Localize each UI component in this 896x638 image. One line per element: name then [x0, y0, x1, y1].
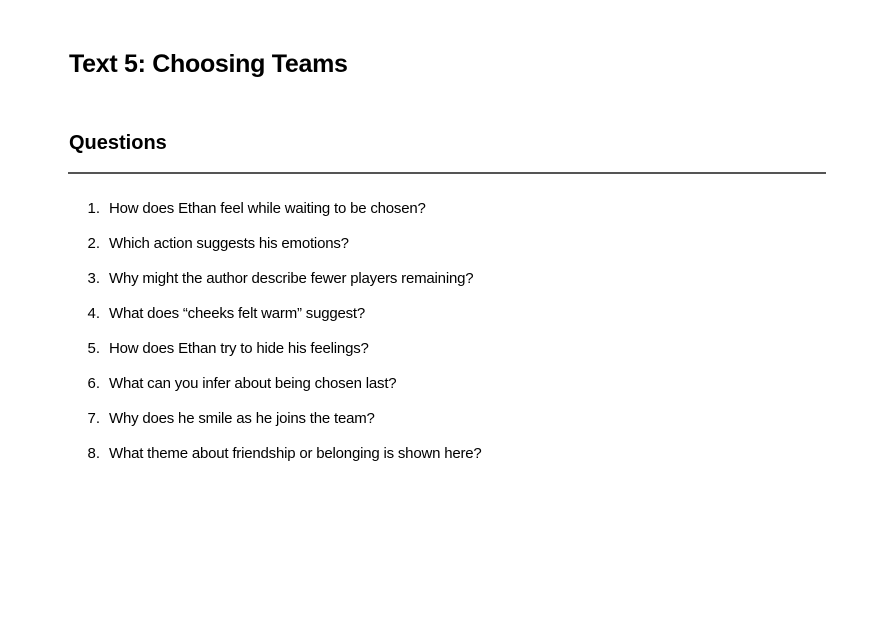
question-number: 6.: [87, 375, 100, 392]
question-number: 5.: [87, 340, 100, 357]
question-number: 3.: [87, 270, 100, 287]
question-text: What theme about friendship or belonging is shown here?: [109, 445, 482, 462]
section-divider: [68, 172, 826, 174]
page-title: Text 5: Choosing Teams: [69, 50, 348, 78]
question-text: What can you infer about being chosen last?: [109, 375, 397, 392]
question-number: 2.: [87, 235, 100, 252]
question-number: 4.: [87, 305, 100, 322]
question-text: Which action suggests his emotions?: [109, 235, 349, 252]
section-heading-questions: Questions: [69, 132, 167, 154]
question-number: 7.: [87, 410, 100, 427]
question-number: 8.: [87, 445, 100, 462]
question-text: What does “cheeks felt warm” suggest?: [109, 305, 366, 322]
question-text: Why does he smile as he joins the team?: [109, 410, 375, 427]
question-number: 1.: [87, 200, 100, 217]
question-text: Why might the author describe fewer players remaining?: [109, 270, 474, 287]
question-text: How does Ethan try to hide his feelings?: [109, 340, 369, 357]
question-text: How does Ethan feel while waiting to be chosen?: [109, 200, 426, 217]
